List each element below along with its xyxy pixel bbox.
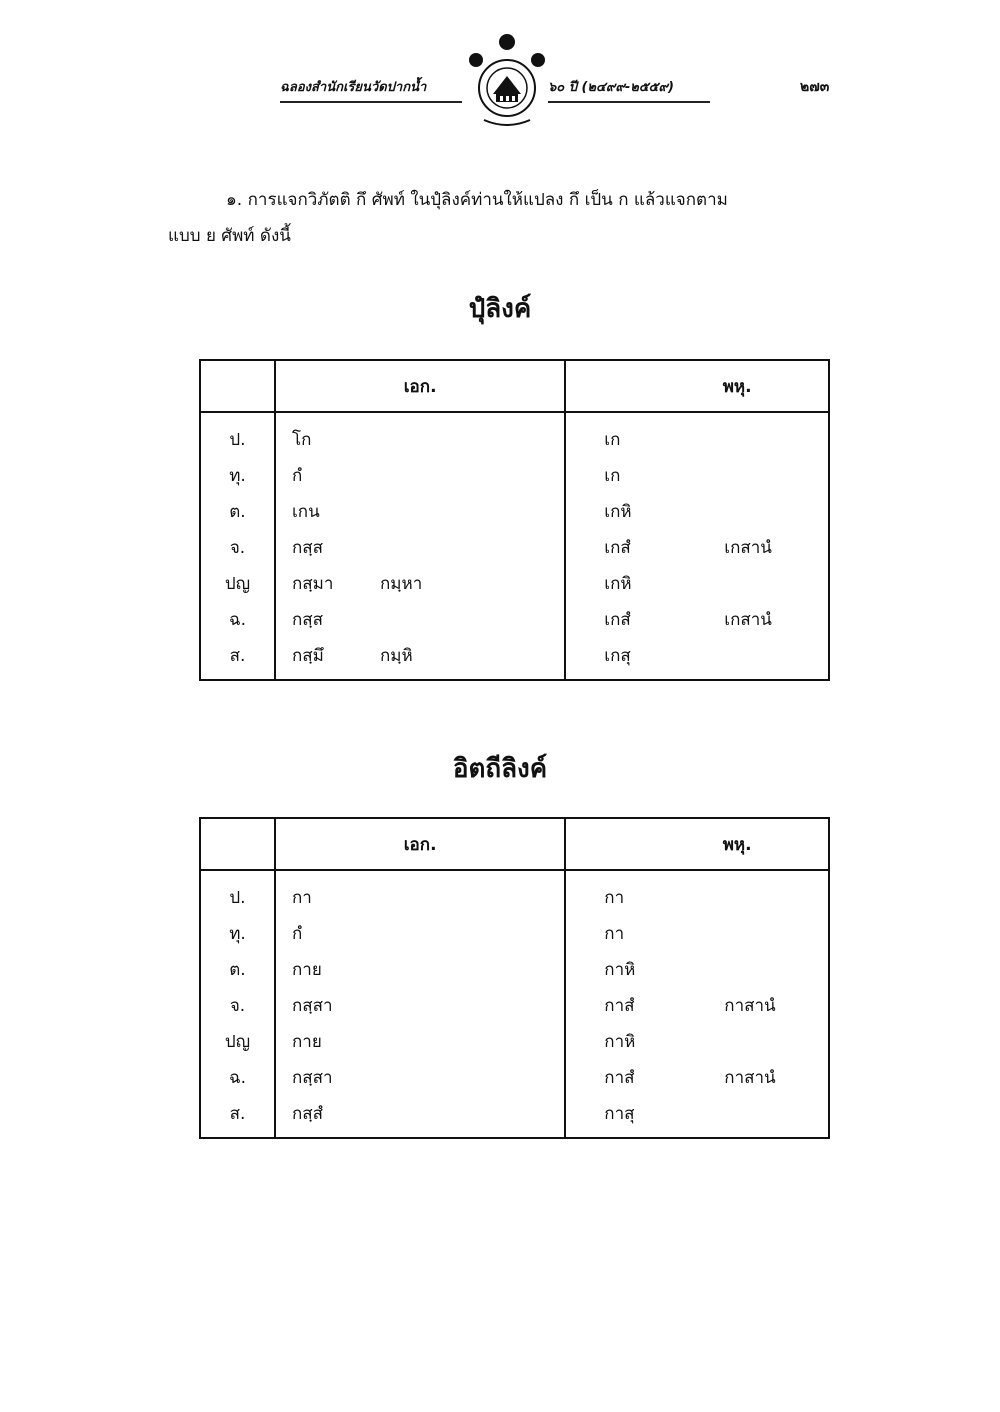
singular-form: กสฺสา (292, 1067, 333, 1088)
table-header-row (200, 360, 829, 412)
table-row (200, 915, 829, 951)
plural-form: เกสํ (604, 537, 631, 558)
singular-alt-form: กมฺหิ (380, 645, 413, 666)
plural-form: กาสํ (604, 995, 635, 1016)
page-number: ๒๗๓ (800, 79, 830, 95)
plural-form: เก (604, 465, 621, 486)
case-label: ส. (200, 637, 275, 680)
case-label: ทุ. (200, 915, 275, 951)
singular-form: เกน (292, 501, 320, 522)
singular-form: กสฺสา (292, 995, 333, 1016)
plural-form: กาหิ (604, 959, 636, 980)
section-title-feminine: อิตถีลิงค์ (452, 754, 548, 784)
plural-form: เกสุ (604, 645, 631, 666)
singular-form: กาย (292, 959, 322, 980)
intro-line-2: แบบ ย ศัพท์ ดังนี้ (168, 226, 291, 246)
plural-alt-form: กาสานํ (724, 995, 776, 1016)
case-label: ป. (200, 870, 275, 915)
plural-alt-form (724, 1100, 814, 1127)
plural-alt-form: กาสานํ (724, 1067, 776, 1088)
intro-paragraph (168, 182, 850, 254)
plural-alt-form (724, 570, 814, 597)
plural-alt-form (724, 426, 814, 453)
singular-form: กสฺส (292, 537, 324, 558)
case-label: ทุ. (200, 457, 275, 493)
plural-form: เก (604, 429, 621, 450)
singular-alt-form (380, 1028, 530, 1055)
case-label: ป. (200, 412, 275, 457)
singular-alt-form (380, 1064, 530, 1091)
case-label: จ. (200, 987, 275, 1023)
case-label: ต. (200, 493, 275, 529)
plural-alt-form (724, 920, 814, 947)
table-row (200, 637, 829, 680)
declension-table-masculine (199, 359, 830, 681)
plural-form: กา (604, 923, 625, 944)
singular-header: เอก. (275, 818, 565, 870)
singular-header: เอก. (275, 360, 565, 412)
table-row (200, 493, 829, 529)
section-title-masculine: ปุํลิงค์ (468, 294, 532, 324)
singular-form: กาย (292, 1031, 322, 1052)
case-header-cell (200, 818, 275, 870)
singular-form: กํ (292, 465, 303, 486)
plural-header: พหุ. (565, 818, 829, 870)
singular-alt-form (380, 606, 530, 633)
singular-form: กํ (292, 923, 303, 944)
table-row (200, 412, 829, 457)
temple-emblem-logo (466, 32, 548, 132)
plural-form: กา (604, 887, 625, 908)
singular-form: กา (292, 887, 312, 908)
singular-alt-form (380, 956, 530, 983)
plural-alt-form: เกสานํ (724, 609, 772, 630)
plural-alt-form (724, 642, 814, 669)
plural-form: กาสํ (604, 1067, 635, 1088)
plural-alt-form (724, 462, 814, 489)
singular-form: กสฺสํ (292, 1103, 324, 1124)
singular-alt-form (380, 426, 530, 453)
singular-alt-form (380, 534, 530, 561)
singular-alt-form (380, 462, 530, 489)
case-label: ฉ. (200, 601, 275, 637)
singular-alt-form (380, 498, 530, 525)
table-row (200, 565, 829, 601)
case-label: จ. (200, 529, 275, 565)
table-header-row (200, 818, 829, 870)
table-row (200, 457, 829, 493)
plural-form: กาหิ (604, 1031, 636, 1052)
case-label: ฉ. (200, 1059, 275, 1095)
plural-alt-form (724, 1028, 814, 1055)
plural-alt-form (724, 956, 814, 983)
case-label: ปญ (200, 565, 275, 601)
plural-form: กาสุ (604, 1103, 635, 1124)
table-row (200, 529, 829, 565)
table-row (200, 870, 829, 915)
case-label: ต. (200, 951, 275, 987)
plural-alt-form: เกสานํ (724, 537, 772, 558)
singular-alt-form: กมฺหา (380, 573, 423, 594)
header-left-text: ฉลองสำนักเรียนวัดปากน้ำ (280, 76, 462, 103)
table-row (200, 951, 829, 987)
singular-alt-form (380, 920, 530, 947)
table-row (200, 1059, 829, 1095)
case-header-cell (200, 360, 275, 412)
plural-alt-form (724, 498, 814, 525)
singular-form: กสฺมึ (292, 645, 324, 666)
plural-form: เกหิ (604, 573, 632, 594)
table-row (200, 601, 829, 637)
table-row (200, 987, 829, 1023)
case-label: ปญ (200, 1023, 275, 1059)
plural-alt-form (724, 884, 814, 911)
plural-form: เกหิ (604, 501, 632, 522)
singular-form: กสฺมา (292, 573, 334, 594)
singular-alt-form (380, 992, 530, 1019)
table-row (200, 1023, 829, 1059)
singular-alt-form (380, 884, 530, 911)
header-right-text: ๖๐ ปี (๒๔๙๙-๒๕๕๙) (548, 76, 710, 103)
intro-line-1: ๑. การแจกวิภัตติ กึ ศัพท์ ในปุํลิงค์ท่านให้แปลง กึ เป็น ก แล้วแจกตาม (226, 190, 728, 210)
singular-form: โก (292, 429, 312, 450)
singular-form: กสฺส (292, 609, 324, 630)
case-label: ส. (200, 1095, 275, 1138)
declension-table-feminine (199, 817, 830, 1139)
plural-header: พหุ. (565, 360, 829, 412)
table-row (200, 1095, 829, 1138)
plural-form: เกสํ (604, 609, 631, 630)
singular-alt-form (380, 1100, 530, 1127)
